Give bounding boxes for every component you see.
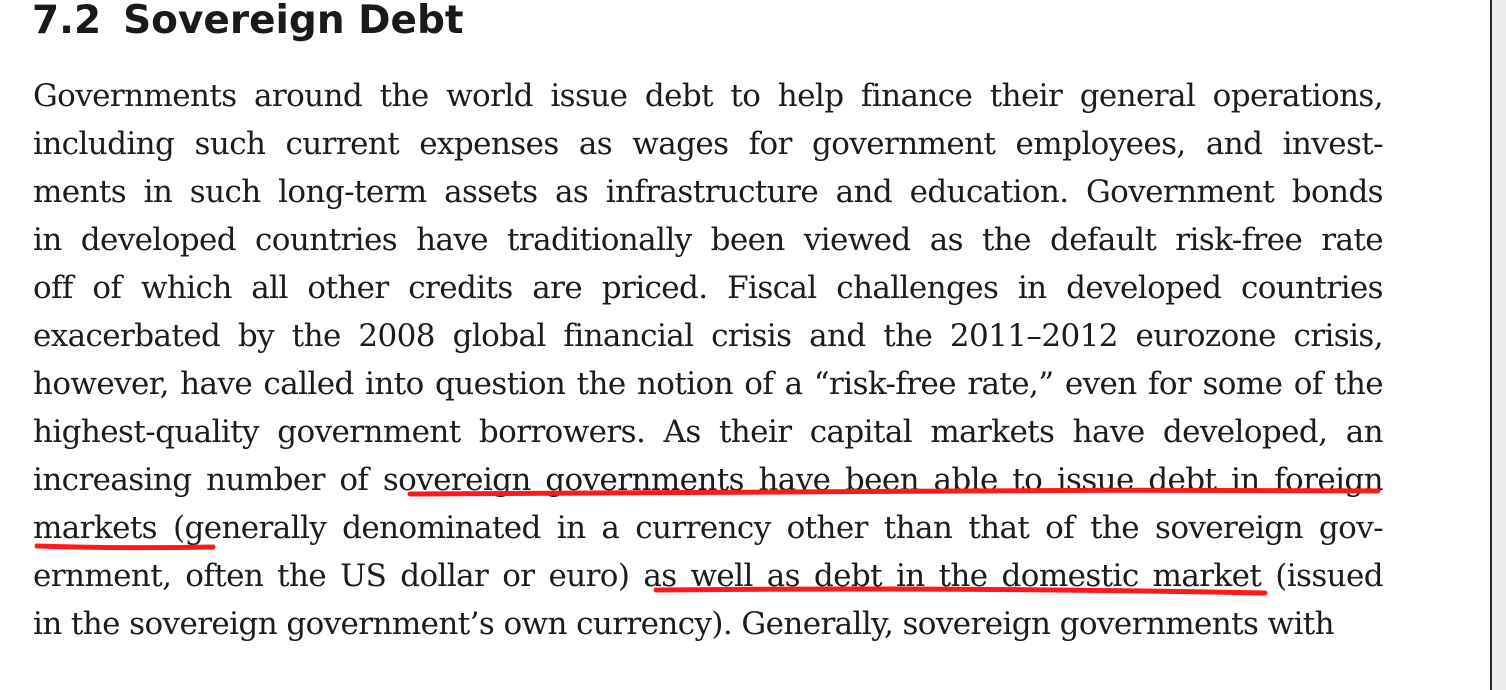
section-title: Sovereign Debt [123,0,464,43]
text-line: increasing number of sovereign governments have been able to issue debt in foreign [33,462,1383,498]
text-line: highest-quality government borrowers. As their capital markets have developed, an [33,414,1383,450]
text-line: in the sovereign government’s own currency). Generally, sovereign governments with [33,606,1335,642]
body-paragraph [33,72,1383,648]
section-number: 7.2 [32,0,102,43]
text-line: including such current expenses as wages for government employees, and invest- [33,126,1383,162]
text-line: in developed countries have traditionally been viewed as the default risk-free rate [33,222,1383,258]
section-heading [32,0,464,46]
text-line: however, have called into question the notion of a “risk-free rate,” even for some of the [33,366,1383,402]
text-line: ernment, often the US dollar or euro) as well as debt in the domestic market (issued [33,558,1383,594]
text-line: exacerbated by the 2008 global financial crisis and the 2011–2012 eurozone crisis, [33,318,1383,354]
text-line: markets (generally denominated in a currency other than that of the sovereign gov- [33,510,1383,546]
text-line: Governments around the world issue debt to help finance their general operations, [33,78,1383,114]
page-edge-divider [1490,0,1506,690]
text-line: off of which all other credits are priced. Fiscal challenges in developed countries [33,270,1383,306]
text-line: ments in such long-term assets as infrastructure and education. Government bonds [33,174,1383,210]
